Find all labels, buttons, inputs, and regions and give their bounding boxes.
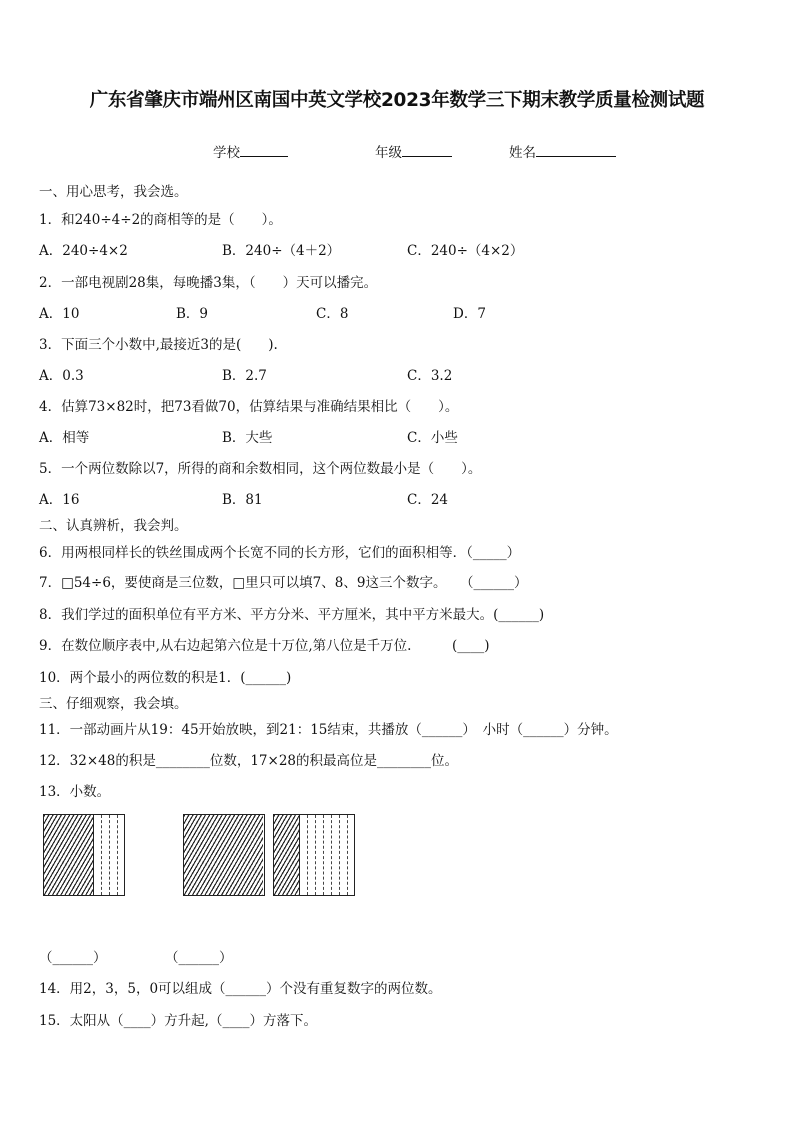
divider-line (117, 815, 118, 895)
school-label: 学校 (213, 145, 240, 161)
school-field (213, 141, 288, 161)
shaded-area (184, 815, 263, 895)
q3-option-b[interactable]: B．2.7 (222, 368, 267, 384)
shaded-area (274, 815, 300, 895)
question-15: 15．太阳从（____）方升起,（____）方落下。 (39, 1013, 317, 1029)
divider-line (315, 815, 316, 895)
q2-option-d[interactable]: D．7 (453, 306, 486, 322)
q5-option-b[interactable]: B．81 (222, 492, 263, 508)
question-8: 8．我们学过的面积单位有平方米、平方分米、平方厘米，其中平方米最大。(______) (39, 607, 545, 623)
q1-option-b[interactable]: B．240÷（4＋2） (222, 243, 341, 259)
page-title: 广东省肇庆市端州区南国中英文学校2023年数学三下期末教学质量检测试题 (89, 90, 705, 111)
name-blank[interactable] (536, 142, 616, 157)
q1-option-c[interactable]: C．240÷（4×2） (407, 243, 524, 259)
q13-blank-2[interactable]: （______） (165, 950, 233, 966)
decimal-figure-2 (183, 814, 265, 896)
divider-line (339, 815, 340, 895)
q2-option-a[interactable]: A．10 (39, 306, 80, 322)
q13-blank-1[interactable]: （______） (39, 950, 107, 966)
decimal-figure-3 (273, 814, 355, 896)
q3-option-c[interactable]: C．3.2 (407, 368, 453, 384)
question-6: 6．用两根同样长的铁丝围成两个长宽不同的长方形，它们的面积相等．（_____） (39, 545, 521, 561)
question-9: 9．在数位顺序表中,从右边起第六位是十万位,第八位是千万位. (____) (39, 638, 490, 654)
q4-option-c[interactable]: C．小些 (407, 430, 458, 446)
q5-option-c[interactable]: C．24 (407, 492, 449, 508)
divider-line (307, 815, 308, 895)
q5-option-a[interactable]: A．16 (39, 492, 80, 508)
question-10: 10．两个最小的两位数的积是1．(______) (39, 670, 292, 686)
q2-option-b[interactable]: B．9 (176, 306, 209, 322)
question-3: 3．下面三个小数中,最接近3的是( ). (39, 337, 278, 353)
question-12: 12．32×48的积是________位数，17×28的积最高位是________位。 (39, 753, 459, 769)
q4-option-b[interactable]: B．大些 (222, 430, 273, 446)
question-4: 4．估算73×82时，把73看做70，估算结果与准确结果相比（ ）。 (39, 399, 459, 415)
divider-line (101, 815, 102, 895)
grade-blank[interactable] (402, 142, 452, 157)
decimal-figure-1 (43, 814, 125, 896)
q1-option-a[interactable]: A．240÷4×2 (39, 243, 128, 259)
divider-line (331, 815, 332, 895)
question-7: 7．□54÷6，要使商是三位数，□里只可以填7、8、9这三个数字。 （______） (39, 575, 528, 591)
shaded-area (44, 815, 94, 895)
section-1-heading: 一、用心思考，我会选。 (39, 184, 188, 200)
grade-field (375, 141, 452, 161)
divider-line (347, 815, 348, 895)
divider-line (109, 815, 110, 895)
name-field (509, 141, 616, 161)
grade-label: 年级 (375, 145, 402, 161)
section-3-heading: 三、仔细观察，我会填。 (39, 696, 188, 712)
question-11: 11．一部动画片从19：45开始放映，到21：15结束，共播放（______） 小时（______）分钟。 (39, 722, 618, 738)
question-13: 13．小数。 (39, 784, 111, 800)
school-blank[interactable] (240, 142, 288, 157)
question-14: 14．用2，3，5，0可以组成（______）个没有重复数字的两位数。 (39, 981, 442, 997)
q2-option-c[interactable]: C．8 (316, 306, 349, 322)
section-2-heading: 二、认真辨析，我会判。 (39, 518, 188, 534)
q3-option-a[interactable]: A．0.3 (39, 368, 84, 384)
question-2: 2．一部电视剧28集，每晚播3集，（ ）天可以播完。 (39, 275, 378, 291)
name-label: 姓名 (509, 145, 536, 161)
q4-option-a[interactable]: A．相等 (39, 430, 90, 446)
question-1: 1．和240÷4÷2的商相等的是（ ）。 (39, 212, 282, 228)
question-5: 5．一个两位数除以7，所得的商和余数相同，这个两位数最小是（ ）。 (39, 461, 482, 477)
divider-line (323, 815, 324, 895)
